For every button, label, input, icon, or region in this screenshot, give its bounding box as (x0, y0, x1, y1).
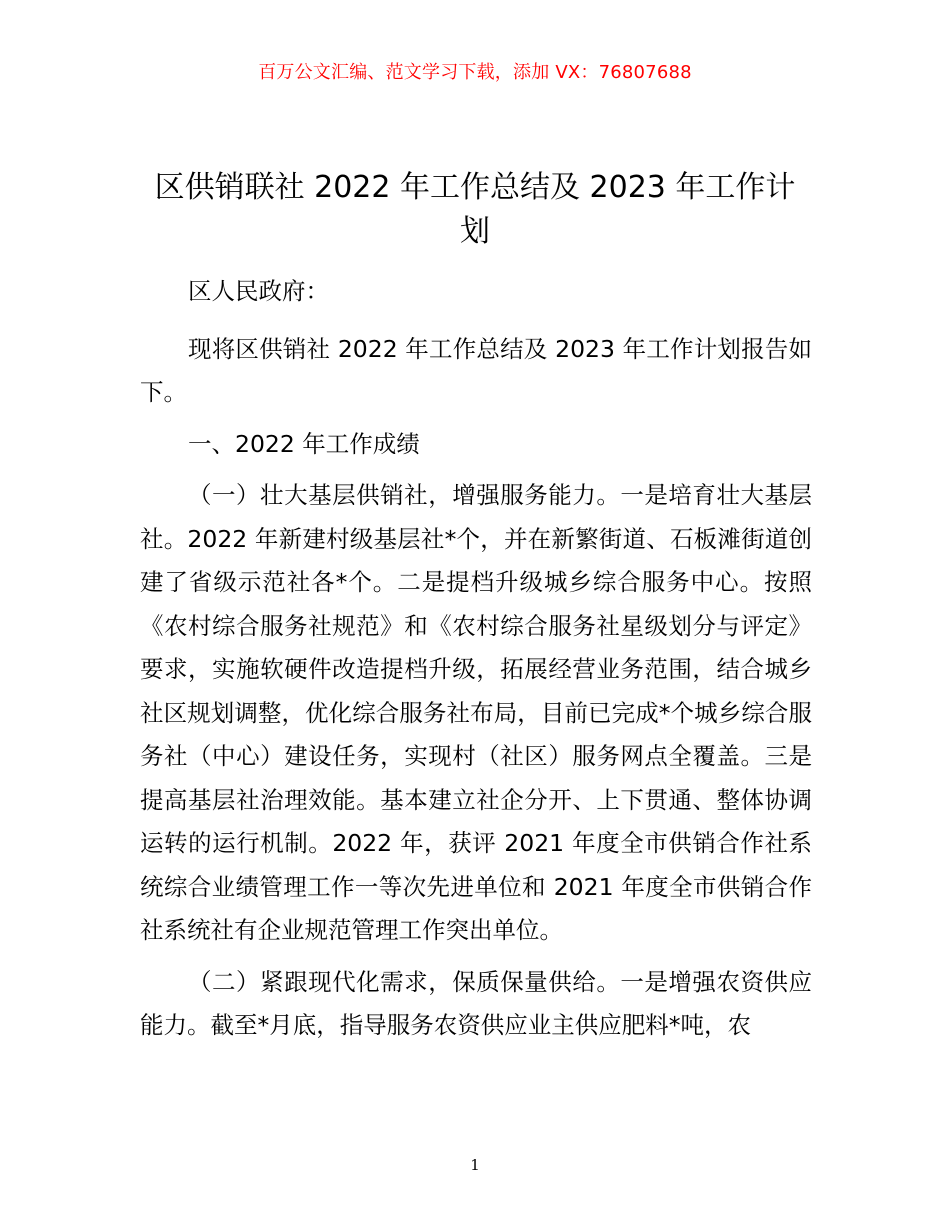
watermark-banner: 百万公文汇编、范文学习下载，添加 VX：76807688 (258, 62, 692, 83)
section-heading: 一、2022 年工作成绩 (188, 429, 420, 458)
paragraph-section-1: （一）壮大基层供销社，增强服务能力。一是培育壮大基层社。2022 年新建村级基层社*个，并在新繁街道、石板滩街道创建了省级示范社各*个。二是提档升级城乡综合服务中心。按照《农村综合服务社规范》和《农村综合服务社星级划分与评定》要求，实施软硬件改造提档升级，拓展经营业务范围，结合城乡社区规划调整，优化综合服务社布局，目前已完成*个城乡综合服务社（中心）建设任务，实现村（社区）服务网点全覆盖。三是提高基层社治理效能。基本建立社企分开、上下贯通、整体协调运转的运行机制。2022 年，获评 2021 年度全市供销合作社系统综合业绩管理工作一等次先进单位和 2021 年度全市供销合作社系统社有企业规范管理工作突出单位。 (140, 481, 812, 944)
paragraph-intro: 现将区供销社 2022 年工作总结及 2023 年工作计划报告如下。 (140, 334, 812, 406)
document-title: 区供销联社 2022 年工作总结及 2023 年工作计划 (154, 170, 796, 249)
page-number: 1 (470, 1156, 480, 1174)
paragraph-section-2: （二）紧跟现代化需求，保质保量供给。一是增强农资供应能力。截至*月底，指导服务农资供应业主供应肥料*吨，农 (140, 967, 812, 1039)
salutation: 区人民政府： (188, 277, 329, 305)
document-body (140, 270, 812, 1056)
